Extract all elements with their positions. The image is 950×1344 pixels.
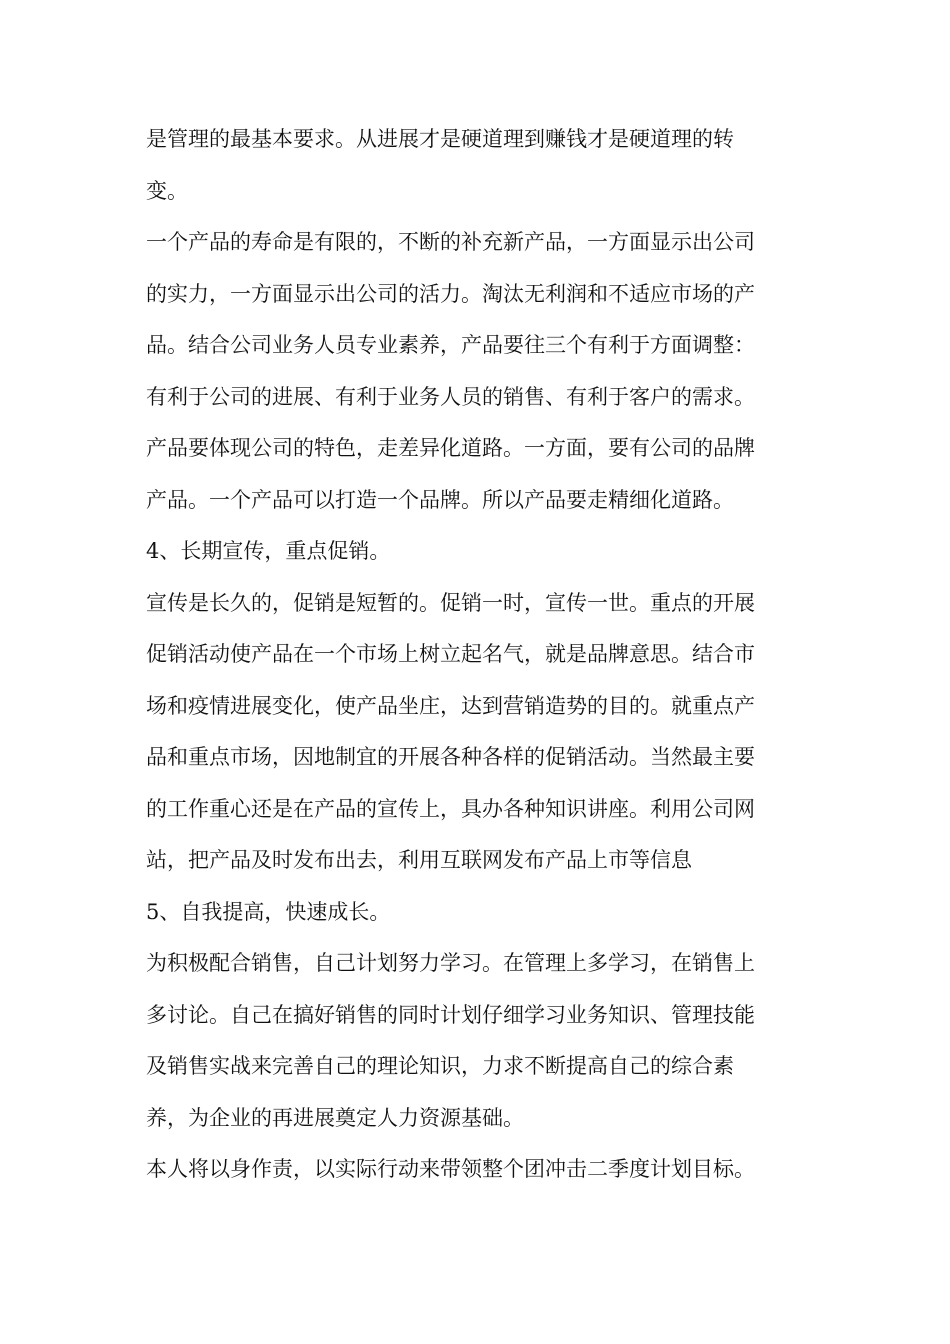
text-line: 及销售实战来完善自己的理论知识，力求不断提高自己的综合素 — [146, 1054, 734, 1078]
paragraph-product-lifecycle — [146, 217, 806, 526]
document-body — [146, 114, 806, 1196]
text-line: 产品要体现公司的特色，走差异化道路。一方面，要有公司的品牌 — [146, 436, 755, 460]
text-line: 站，把产品及时发布出去，利用互联网发布产品上市等信息 — [146, 848, 692, 872]
text-line: 本人将以身作责，以实际行动来带领整个团冲击二季度计划目标。 — [146, 1157, 755, 1181]
paragraph-management-change — [146, 114, 806, 217]
text-line: 养，为企业的再进展奠定人力资源基础。 — [146, 1105, 524, 1130]
text-line: 变。 — [146, 178, 188, 203]
text-line: 是管理的最基本要求。从进展才是硬道理到赚钱才是硬道理的转 — [146, 127, 734, 151]
text-line: 一个产品的寿命是有限的，不断的补充新产品，一方面显示出公司 — [146, 230, 755, 254]
text-line: 品。结合公司业务人员专业素养，产品要往三个有利于方面调整： — [146, 333, 755, 357]
text-line: 为积极配合销售，自己计划努力学习。在管理上多学习，在销售上 — [146, 951, 755, 975]
text-line: 的工作重心还是在产品的宣传上，具办各种知识讲座。利用公司网 — [146, 796, 755, 821]
paragraph-promotion — [146, 578, 806, 887]
text-line: 宣传是长久的，促销是短暂的。促销一时，宣传一世。重点的开展 — [146, 590, 755, 615]
section-heading: 5、自我提高，快速成长。 — [146, 899, 391, 924]
text-line: 产品。一个产品可以打造一个品牌。所以产品要走精细化道路。 — [146, 487, 734, 512]
text-line: 有利于公司的进展、有利于业务人员的销售、有利于客户的需求。 — [146, 384, 755, 409]
text-line: 品和重点市场，因地制宜的开展各种各样的促销活动。当然最主要 — [146, 745, 755, 769]
paragraph-self-improvement — [146, 938, 806, 1144]
section-heading: 4、长期宣传，重点促销。 — [146, 539, 391, 563]
text-line: 场和疫情进展变化，使产品坐庄，达到营销造势的目的。就重点产 — [146, 693, 755, 718]
text-line: 促销活动使产品在一个市场上树立起名气，就是品牌意思。结合市 — [146, 642, 755, 666]
text-line: 的实力，一方面显示出公司的活力。淘汰无利润和不适应市场的产 — [146, 281, 755, 306]
paragraph-closing — [146, 1144, 806, 1196]
heading-long-term-promotion — [146, 526, 806, 578]
heading-self-improvement — [146, 887, 806, 939]
text-line: 多讨论。自己在搞好销售的同时计划仔细学习业务知识、管理技能 — [146, 1002, 755, 1027]
